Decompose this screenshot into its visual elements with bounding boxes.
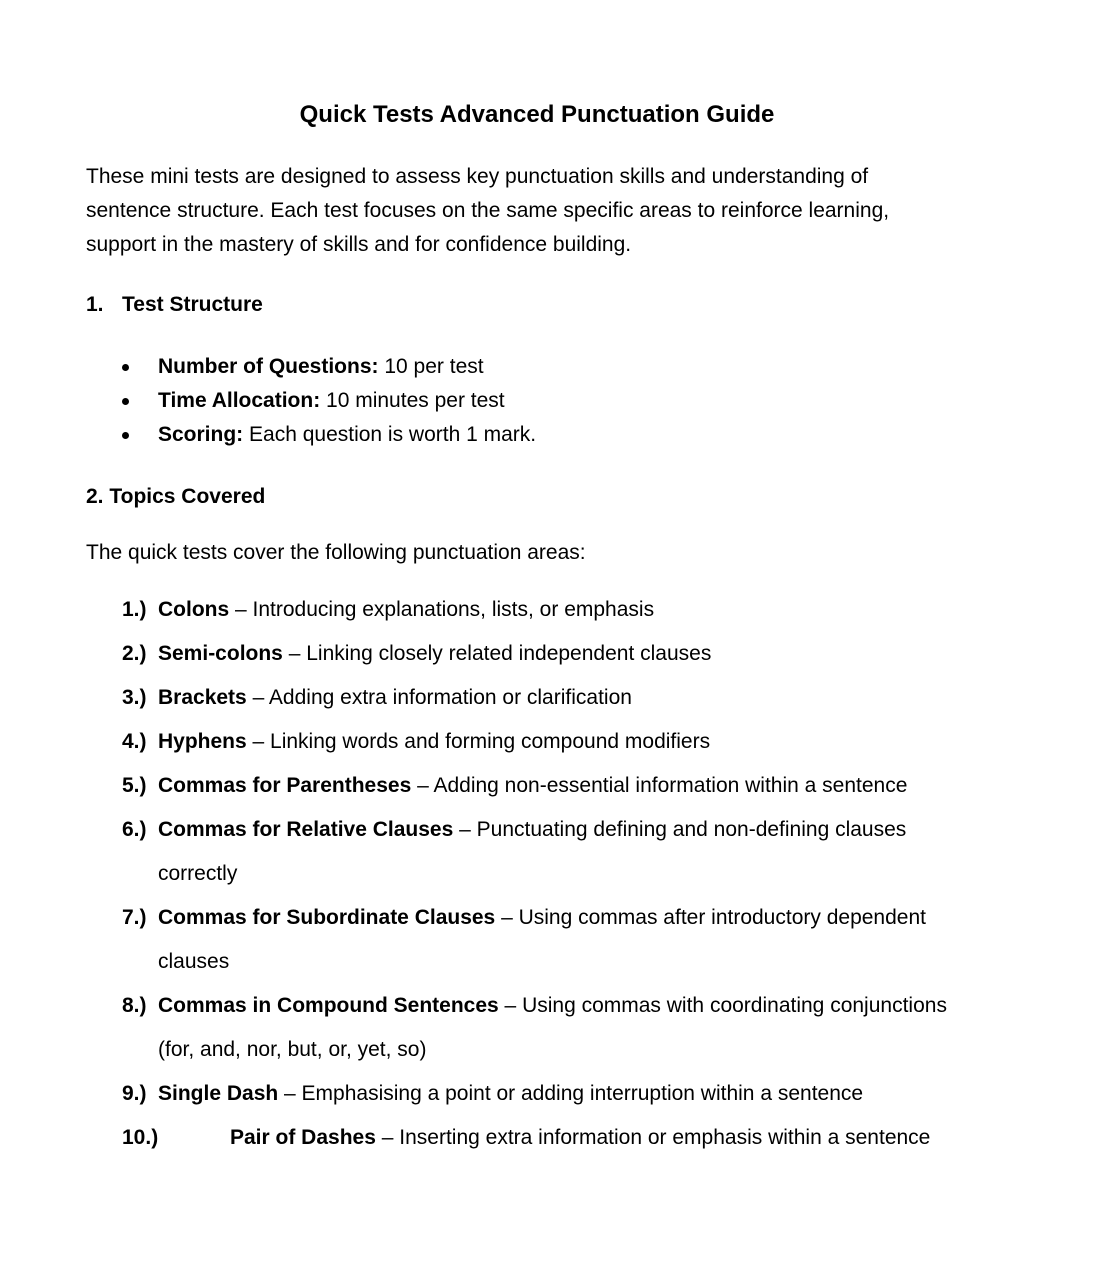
topic-term: Single Dash: [158, 1082, 279, 1105]
bullet-icon: [122, 364, 129, 371]
item-value: 10 per test: [378, 355, 484, 378]
topic-item: [122, 764, 982, 808]
topic-term: Commas for Subordinate Clauses: [158, 906, 496, 929]
topic-term: Commas for Parentheses: [158, 774, 412, 797]
topic-item: [122, 808, 982, 896]
topic-item: [122, 588, 982, 632]
topic-description: – Using commas with coordinating conjunctions (for, and, nor, but, or, yet, so): [158, 994, 947, 1061]
topic-item: [122, 1072, 982, 1116]
list-item: [120, 350, 536, 384]
topics-lead-text: The quick tests cover the following punctuation areas:: [86, 541, 586, 564]
topic-number: 2.): [122, 642, 147, 665]
topic-term: Hyphens: [158, 730, 247, 753]
topic-term: Semi-colons: [158, 642, 283, 665]
page-title: Quick Tests Advanced Punctuation Guide: [299, 101, 775, 128]
section-number: 1.: [86, 293, 104, 316]
topic-term: Colons: [158, 598, 230, 621]
topic-description: – Punctuating defining and non-defining clauses correctly: [158, 818, 907, 885]
topic-item: [122, 984, 982, 1072]
topic-description: – Inserting extra information or emphasis within a sentence: [375, 1126, 931, 1149]
test-structure-list: [120, 350, 536, 452]
topic-number: 7.): [122, 906, 147, 929]
topic-number: 4.): [122, 730, 147, 753]
topic-item: [122, 676, 982, 720]
topic-item: [122, 896, 982, 984]
topic-number: 1.): [122, 598, 147, 621]
topic-term: Pair of Dashes: [230, 1126, 376, 1149]
topic-description: – Using commas after introductory dependent clauses: [158, 906, 926, 973]
section-heading-test-structure: [86, 288, 263, 322]
topic-description: – Linking closely related independent clauses: [282, 642, 712, 665]
topic-description: – Emphasising a point or adding interruption within a sentence: [278, 1082, 864, 1105]
intro-paragraph: These mini tests are designed to assess key punctuation skills and understanding of sentence structure. Each test focuses on the same specific areas to reinforce learning, support in the mastery of skills and for confidence building.: [86, 165, 890, 256]
topic-term: Commas for Relative Clauses: [158, 818, 454, 841]
list-item: [120, 418, 536, 452]
item-label: Scoring:: [158, 423, 244, 446]
topic-term: Commas in Compound Sentences: [158, 994, 499, 1017]
list-item: [120, 384, 536, 418]
topic-number: 3.): [122, 686, 147, 709]
section-heading-text: Test Structure: [122, 293, 263, 316]
section-heading-topics-covered: 2. Topics Covered: [86, 485, 266, 508]
topic-number: 8.): [122, 994, 147, 1017]
topic-number: 10.): [122, 1126, 159, 1149]
topic-number: 9.): [122, 1082, 147, 1105]
topic-term: Brackets: [158, 686, 247, 709]
topic-item: [122, 1116, 982, 1160]
item-value: Each question is worth 1 mark.: [243, 423, 537, 446]
topic-description: – Linking words and forming compound modifiers: [246, 730, 711, 753]
topic-description: – Adding non-essential information within a sentence: [411, 774, 908, 797]
item-label: Number of Questions:: [158, 355, 379, 378]
topic-description: – Adding extra information or clarification: [246, 686, 632, 709]
topic-description: – Introducing explanations, lists, or emphasis: [229, 598, 655, 621]
topic-number: 5.): [122, 774, 147, 797]
topic-item: [122, 632, 982, 676]
item-label: Time Allocation:: [158, 389, 321, 412]
bullet-icon: [122, 398, 129, 405]
topic-number: 6.): [122, 818, 147, 841]
item-value: 10 minutes per test: [320, 389, 505, 412]
topic-item: [122, 720, 982, 764]
bullet-icon: [122, 432, 129, 439]
